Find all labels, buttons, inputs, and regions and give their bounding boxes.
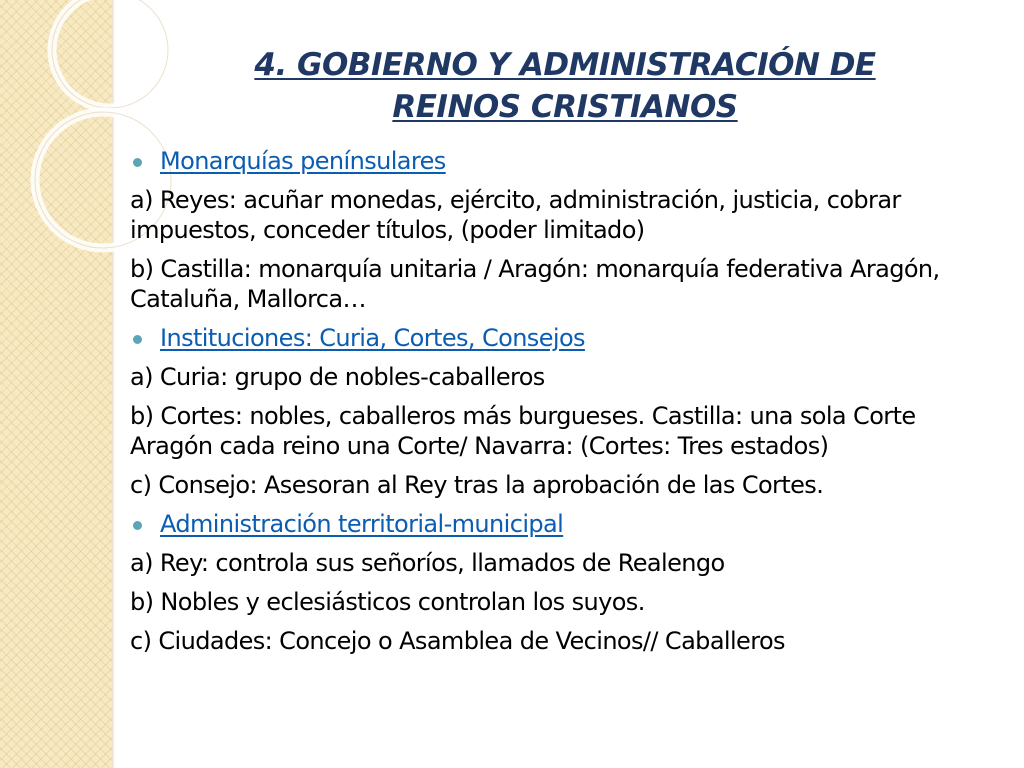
link-instituciones[interactable]: Instituciones: Curia, Cortes, Consejos [160,324,585,352]
bullet-dot-icon [133,158,142,167]
list-item: a) Reyes: acuñar monedas, ejército, administración, justicia, cobrar impuestos, conceder títulos, (poder limitado) [130,186,901,244]
section-heading-instituciones [130,323,990,353]
link-administracion[interactable]: Administración territorial-municipal [160,510,564,538]
slide-title-line-1: 4. GOBIERNO Y ADMINISTRACIÓN DE [254,47,876,83]
bullet-dot-icon [133,335,142,344]
list-item: b) Cortes: nobles, caballeros más burgueses. Castilla: una sola Corte Aragón cada reino una Corte/ Navarra: (Cortes: Tres estados) [130,402,916,460]
list-item: a) Curia: grupo de nobles-caballeros [130,363,545,391]
list-item: b) Nobles y eclesiásticos controlan los suyos. [130,588,645,616]
section-heading-monarquias [130,146,990,176]
list-item: c) Ciudades: Concejo o Asamblea de Vecinos// Caballeros [130,627,785,655]
slide-title-line-2: REINOS CRISTIANOS [392,89,738,125]
section-heading-administracion [130,509,990,539]
list-item: b) Castilla: monarquía unitaria / Aragón: monarquía federativa Aragón, Cataluña, Mallorca… [130,255,940,313]
slide-body [130,146,990,665]
link-monarquias[interactable]: Monarquías penínsulares [160,147,446,175]
bullet-dot-icon [133,521,142,530]
slide-title [140,44,990,128]
list-item: c) Consejo: Asesoran al Rey tras la aprobación de las Cortes. [130,471,824,499]
list-item: a) Rey: controla sus señoríos, llamados de Realengo [130,549,725,577]
